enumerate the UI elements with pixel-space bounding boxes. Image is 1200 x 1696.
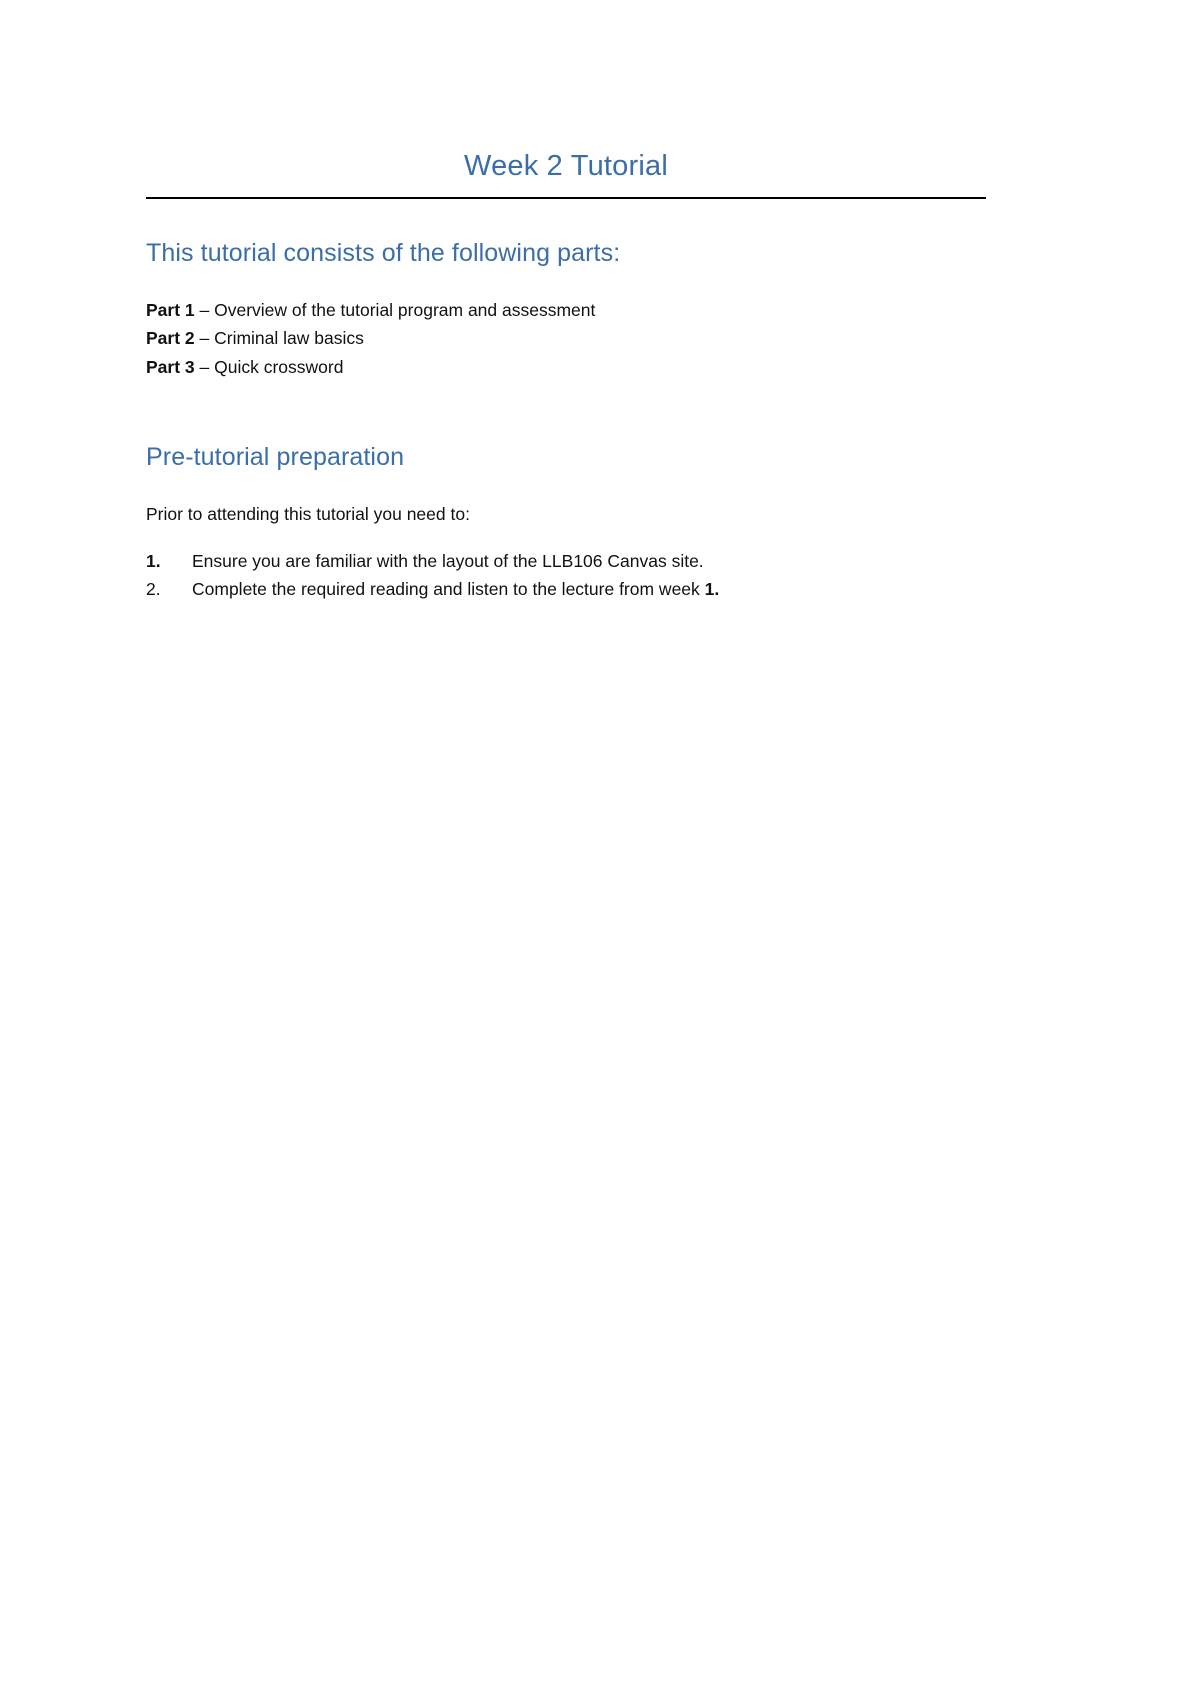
list-item-number: 2. bbox=[146, 579, 161, 600]
list-item-text-plain: Complete the required reading and listen to the lecture from week bbox=[192, 579, 705, 600]
list-item bbox=[146, 575, 986, 603]
pretutorial-section bbox=[146, 443, 986, 604]
list-item bbox=[146, 353, 986, 381]
parts-heading: This tutorial consists of the following parts: bbox=[146, 239, 621, 267]
pretutorial-intro: Prior to attending this tutorial you need to: bbox=[146, 504, 470, 525]
list-item bbox=[146, 324, 986, 352]
pretutorial-heading: Pre-tutorial preparation bbox=[146, 443, 405, 472]
title-spacer bbox=[146, 199, 986, 239]
part-label: Part 1 bbox=[146, 300, 195, 320]
page-title: Week 2 Tutorial bbox=[146, 150, 986, 199]
part-label: Part 2 bbox=[146, 328, 195, 349]
list-item bbox=[146, 547, 986, 575]
list-item-text: Ensure you are familiar with the layout of the LLB106 Canvas site. bbox=[192, 551, 704, 572]
part-label: Part 3 bbox=[146, 356, 195, 377]
list-item-number: 1. bbox=[146, 551, 161, 572]
list-item bbox=[146, 296, 986, 324]
pretutorial-list bbox=[146, 547, 986, 604]
part-description: – Criminal law basics bbox=[194, 328, 364, 349]
part-description: – Quick crossword bbox=[194, 356, 344, 377]
parts-list bbox=[146, 296, 986, 381]
document-content bbox=[146, 150, 986, 604]
list-item-text bbox=[192, 575, 986, 603]
part-description: – Overview of the tutorial program and assessment bbox=[194, 300, 596, 320]
list-item-text-bold: 1. bbox=[704, 579, 720, 600]
